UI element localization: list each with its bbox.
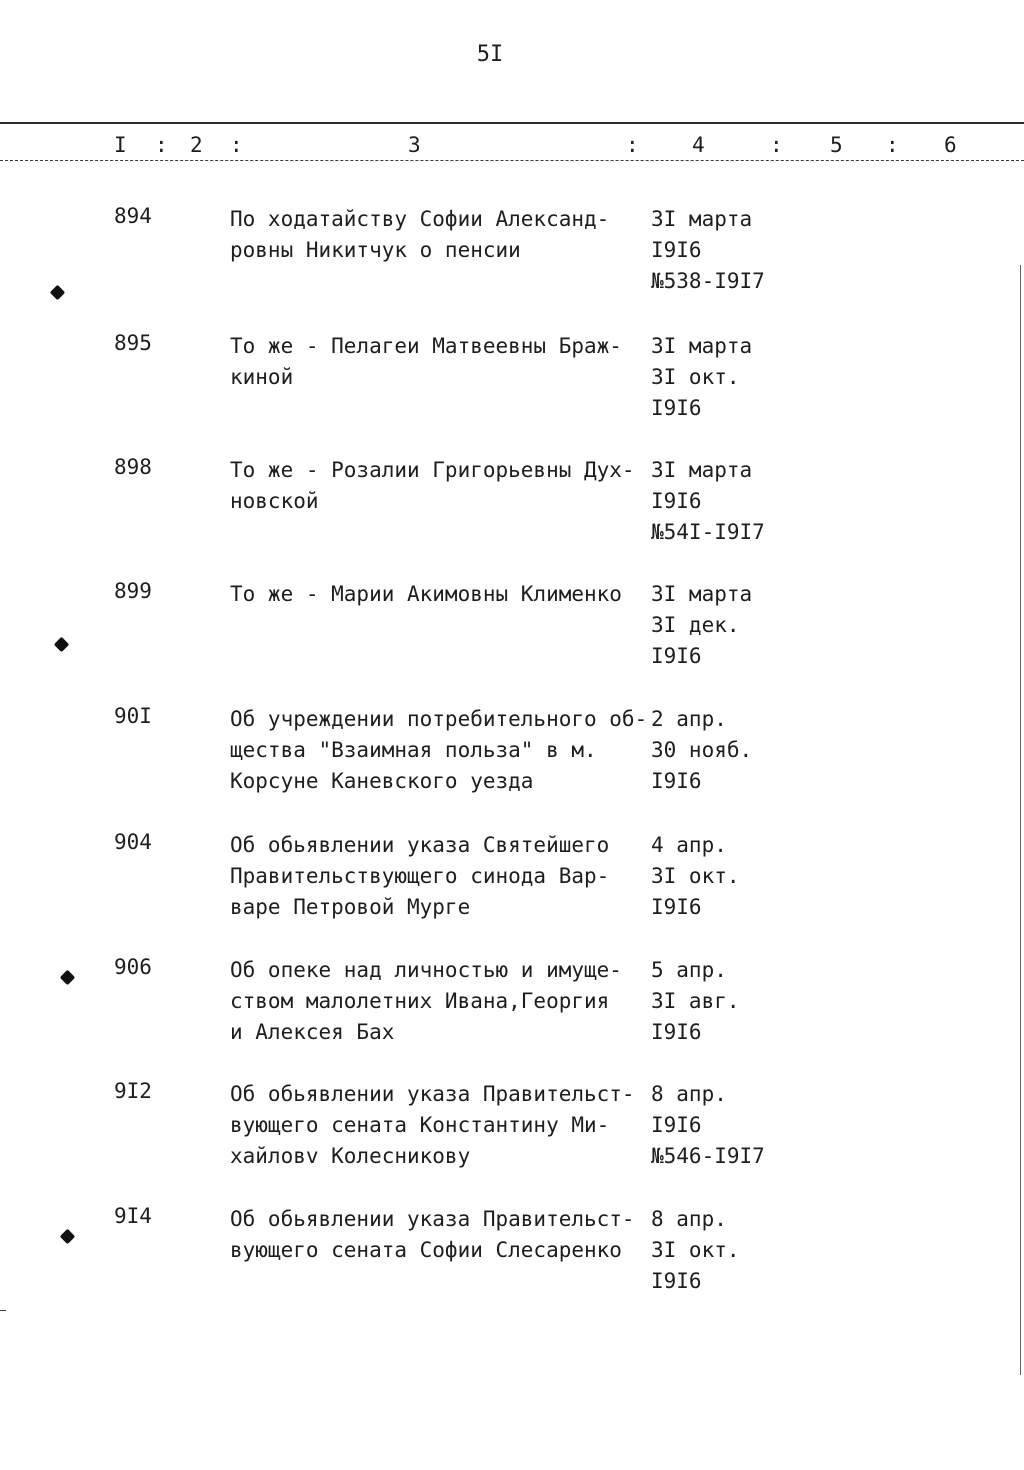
record-dates — [651, 1079, 765, 1172]
date-line: 3I марта — [651, 207, 753, 231]
date-line: 5 апр. — [651, 958, 727, 982]
description-line: и Алексея Бах — [230, 1020, 395, 1044]
column-separator: : — [626, 133, 639, 157]
date-line: 8 апр. — [651, 1082, 727, 1106]
column-header-5: 5 — [830, 133, 843, 157]
date-line: I9I6 — [651, 895, 702, 919]
column-header-4: 4 — [692, 133, 705, 157]
description-line: Об учреждении потребительного об- — [230, 707, 648, 731]
record-number: 894 — [114, 204, 152, 228]
column-header-1: I — [114, 133, 127, 157]
column-header-6: 6 — [944, 133, 957, 157]
record-number: 9I2 — [114, 1079, 152, 1103]
header-bottom-rule — [0, 160, 1024, 161]
date-line: I9I6 — [651, 396, 702, 420]
record-dates — [651, 1204, 740, 1297]
record-dates — [651, 455, 765, 548]
column-header-3: 3 — [408, 133, 421, 157]
date-line: 3I окт. — [651, 864, 740, 888]
record-number: 904 — [114, 830, 152, 854]
record-dates — [651, 955, 740, 1048]
date-line: 3I окт. — [651, 365, 740, 389]
description-line: киной — [230, 365, 294, 389]
record-description — [230, 204, 609, 266]
record-number: 895 — [114, 331, 152, 355]
date-line: I9I6 — [651, 1020, 702, 1044]
record-dates — [651, 830, 740, 923]
record-row — [0, 579, 1024, 689]
record-dates — [651, 204, 765, 297]
date-line: 3I окт. — [651, 1238, 740, 1262]
record-number: 898 — [114, 455, 152, 479]
description-line: хайловv Колесникову — [230, 1144, 471, 1168]
description-line: По ходатайству Софии Александ- — [230, 207, 610, 231]
column-separator: : — [155, 133, 168, 157]
date-line: 8 апр. — [651, 1207, 727, 1231]
date-line: I9I6 — [651, 1269, 702, 1293]
record-row — [0, 1204, 1024, 1314]
date-line: 3I марта — [651, 334, 753, 358]
date-line: №546-I9I7 — [651, 1144, 765, 1168]
date-line: №538-I9I7 — [651, 269, 765, 293]
record-description — [230, 955, 622, 1048]
record-description — [230, 1204, 635, 1266]
date-line: 3I дек. — [651, 613, 740, 637]
description-line: щества "Взаимная польза" в м. — [230, 738, 597, 762]
margin-mark — [0, 1310, 6, 1311]
record-row — [0, 704, 1024, 814]
record-dates — [651, 331, 752, 424]
page-number: 5I — [476, 42, 504, 67]
record-description — [230, 455, 635, 517]
description-line: Корсуне Каневского уезда — [230, 769, 534, 793]
record-number: 90I — [114, 704, 152, 728]
record-description — [230, 331, 622, 393]
description-line: варе Петровой Мурге — [230, 895, 471, 919]
description-line: вующего сената Константину Ми- — [230, 1113, 610, 1137]
column-separator: : — [770, 133, 783, 157]
record-row — [0, 204, 1024, 314]
column-separator: : — [886, 133, 899, 157]
record-description — [230, 830, 609, 923]
record-description — [230, 1079, 635, 1172]
date-line: I9I6 — [651, 489, 702, 513]
description-line: Об обьявлении указа Святейшего — [230, 833, 610, 857]
date-line: 30 нояб. — [651, 738, 753, 762]
date-line: 3I авг. — [651, 989, 740, 1013]
record-dates — [651, 704, 752, 797]
header-top-rule — [0, 122, 1024, 124]
record-number: 9I4 — [114, 1204, 152, 1228]
record-number: 906 — [114, 955, 152, 979]
description-line: Правительствующего синода Вар- — [230, 864, 610, 888]
description-line: То же - Пелагеи Матвеевны Браж- — [230, 334, 622, 358]
record-row — [0, 955, 1024, 1065]
description-line: вующего сената Софии Слесаренко — [230, 1238, 622, 1262]
record-row — [0, 455, 1024, 565]
date-line: 4 апр. — [651, 833, 727, 857]
column-separator: : — [230, 133, 243, 157]
record-row — [0, 1079, 1024, 1189]
date-line: 2 апр. — [651, 707, 727, 731]
description-line: Об опеке над личностью и имуще- — [230, 958, 622, 982]
description-line: ровны Никитчук о пенсии — [230, 238, 521, 262]
date-line: 3I марта — [651, 458, 753, 482]
description-line: То же - Марии Акимовны Клименко — [230, 582, 622, 606]
description-line: Об обьявлении указа Правительст- — [230, 1207, 635, 1231]
description-line: ством малолетних Ивана,Георгия — [230, 989, 610, 1013]
date-line: I9I6 — [651, 238, 702, 262]
record-number: 899 — [114, 579, 152, 603]
column-header-2: 2 — [190, 133, 203, 157]
column-header-row — [0, 133, 1024, 159]
date-line: №54I-I9I7 — [651, 520, 765, 544]
date-line: I9I6 — [651, 769, 702, 793]
date-line: 3I марта — [651, 582, 753, 606]
date-line: I9I6 — [651, 1113, 702, 1137]
record-dates — [651, 579, 752, 672]
description-line: новской — [230, 489, 319, 513]
date-line: I9I6 — [651, 644, 702, 668]
record-description — [230, 704, 647, 797]
record-description — [230, 579, 622, 610]
record-row — [0, 830, 1024, 940]
record-row — [0, 331, 1024, 441]
description-line: Об обьявлении указа Правительст- — [230, 1082, 635, 1106]
description-line: То же - Розалии Григорьевны Дух- — [230, 458, 635, 482]
